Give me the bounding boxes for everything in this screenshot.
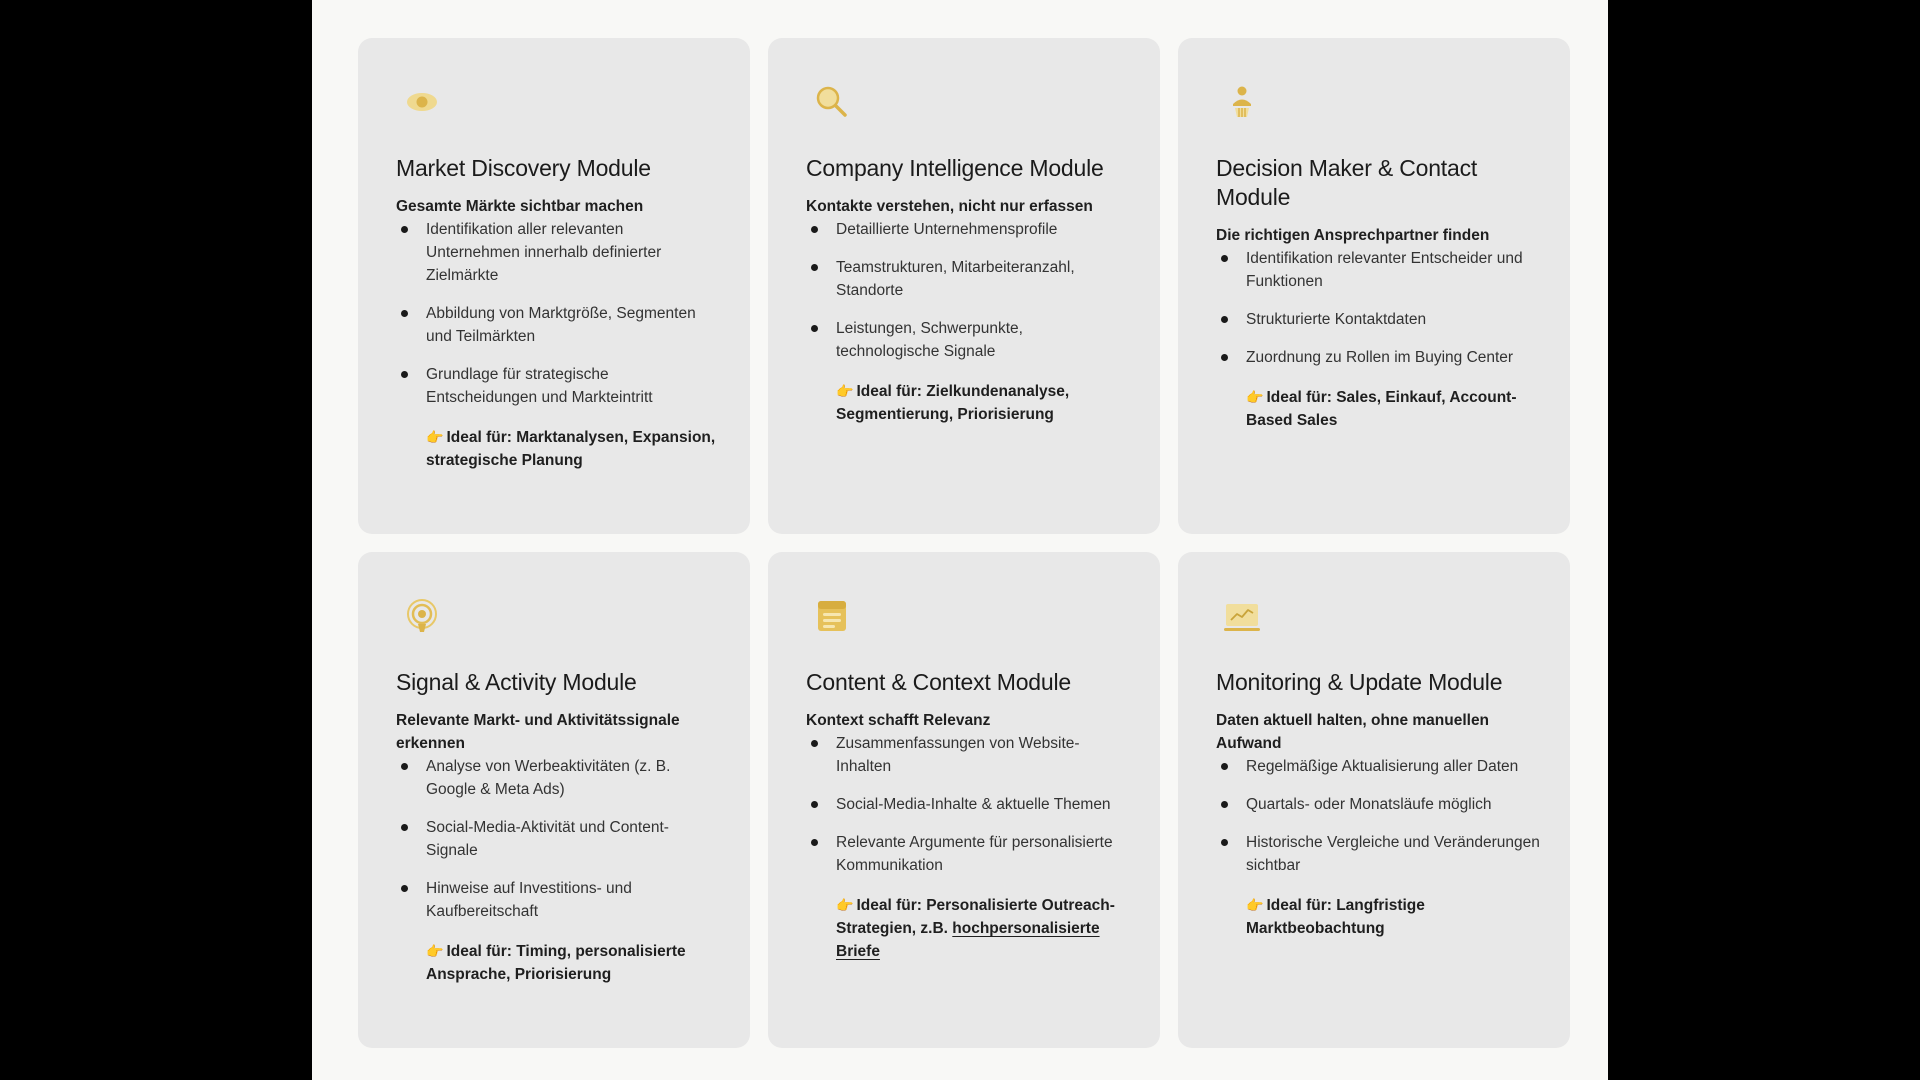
pointing-hand-icon: 👉 <box>836 897 854 913</box>
module-card-content-context <box>768 552 1160 1048</box>
pointing-hand-icon: 👉 <box>1246 389 1264 405</box>
pointing-hand-icon: 👉 <box>836 383 854 399</box>
feature-item: Hinweise auf Investitions- und Kaufbereitschaft <box>396 877 720 923</box>
module-card-decision-maker <box>1178 38 1570 534</box>
feature-item: Strukturierte Kontaktdaten <box>1216 308 1540 331</box>
module-subtitle: Kontakte verstehen, nicht nur erfassen <box>806 198 1093 215</box>
pointing-hand-icon: 👉 <box>1246 897 1264 913</box>
ideal-for-note <box>396 940 720 986</box>
ideal-for-note <box>396 426 720 472</box>
ideal-for-note <box>1216 894 1540 940</box>
feature-item: Regelmäßige Aktualisierung aller Daten <box>1216 755 1540 778</box>
letters-link[interactable]: hochpersonalisierte Briefe <box>836 920 1100 960</box>
document-icon <box>814 598 850 634</box>
ideal-for-text: Ideal für: Timing, personalisierte Ansprache, Priorisierung <box>426 943 686 983</box>
module-subtitle: Relevante Markt- und Aktivitätssignale erkennen <box>396 712 680 752</box>
feature-item: Quartals- oder Monatsläufe möglich <box>1216 793 1540 816</box>
feature-list <box>396 755 720 923</box>
module-title: Decision Maker & Contact Module <box>1216 155 1478 210</box>
feature-item: Abbildung von Marktgröße, Segmenten und Teilmärkten <box>396 302 720 348</box>
feature-item: Historische Vergleiche und Veränderungen sichtbar <box>1216 831 1540 877</box>
module-subtitle: Die richtigen Ansprechpartner finden <box>1216 227 1490 244</box>
ideal-for-text: Ideal für: Zielkundenanalyse, Segmentierung, Priorisierung <box>836 383 1070 423</box>
feature-item: Social-Media-Aktivität und Content-Signale <box>396 816 720 862</box>
module-card-company-intelligence <box>768 38 1160 534</box>
feature-list <box>1216 247 1540 369</box>
module-subtitle: Kontext schafft Relevanz <box>806 712 991 729</box>
feature-item: Zuordnung zu Rollen im Buying Center <box>1216 346 1540 369</box>
module-card-monitoring-update <box>1178 552 1570 1048</box>
eye-icon <box>404 84 440 120</box>
ideal-for-text: Ideal für: Marktanalysen, Expansion, strategische Planung <box>426 429 716 469</box>
feature-item: Leistungen, Schwerpunkte, technologische Signale <box>806 317 1130 363</box>
ideal-for-note <box>806 894 1130 963</box>
feature-item: Social-Media-Inhalte & aktuelle Themen <box>806 793 1130 816</box>
module-card-signal-activity <box>358 552 750 1048</box>
modules-grid <box>358 38 1570 1048</box>
ideal-for-note <box>806 380 1130 426</box>
module-title: Market Discovery Module <box>396 155 651 181</box>
ideal-for-text: Ideal für: Personalisierte Outreach-Strategien, z.B. <box>836 897 1115 937</box>
module-title: Content & Context Module <box>806 669 1071 695</box>
page <box>312 0 1608 1080</box>
feature-item: Zusammenfassungen von Website-Inhalten <box>806 732 1130 778</box>
magnifier-icon <box>814 84 850 120</box>
signal-icon <box>404 598 440 634</box>
module-subtitle: Daten aktuell halten, ohne manuellen Aufwand <box>1216 712 1490 752</box>
feature-item: Analyse von Werbeaktivitäten (z. B. Google & Meta Ads) <box>396 755 720 801</box>
module-title: Company Intelligence Module <box>806 155 1104 181</box>
pointing-hand-icon: 👉 <box>426 429 444 445</box>
chart-icon <box>1224 598 1260 634</box>
ideal-for-text: Ideal für: Langfristige Marktbeobachtung <box>1246 897 1425 937</box>
module-subtitle: Gesamte Märkte sichtbar machen <box>396 198 644 215</box>
pointing-hand-icon: 👉 <box>426 943 444 959</box>
feature-item: Grundlage für strategische Entscheidungen und Markteintritt <box>396 363 720 409</box>
feature-list <box>806 218 1130 363</box>
module-card-market-discovery <box>358 38 750 534</box>
module-title: Monitoring & Update Module <box>1216 669 1503 695</box>
feature-list <box>396 218 720 409</box>
feature-item: Teamstrukturen, Mitarbeiteranzahl, Standorte <box>806 256 1130 302</box>
feature-item: Identifikation aller relevanten Unternehmen innerhalb definierter Zielmärkte <box>396 218 720 287</box>
feature-item: Relevante Argumente für personalisierte Kommunikation <box>806 831 1130 877</box>
person-icon <box>1224 84 1260 120</box>
feature-item: Detaillierte Unternehmensprofile <box>806 218 1130 241</box>
module-title: Signal & Activity Module <box>396 669 637 695</box>
feature-item: Identifikation relevanter Entscheider und Funktionen <box>1216 247 1540 293</box>
ideal-for-note <box>1216 386 1540 432</box>
ideal-for-text: Ideal für: Sales, Einkauf, Account-Based Sales <box>1246 389 1517 429</box>
feature-list <box>1216 755 1540 877</box>
feature-list <box>806 732 1130 877</box>
